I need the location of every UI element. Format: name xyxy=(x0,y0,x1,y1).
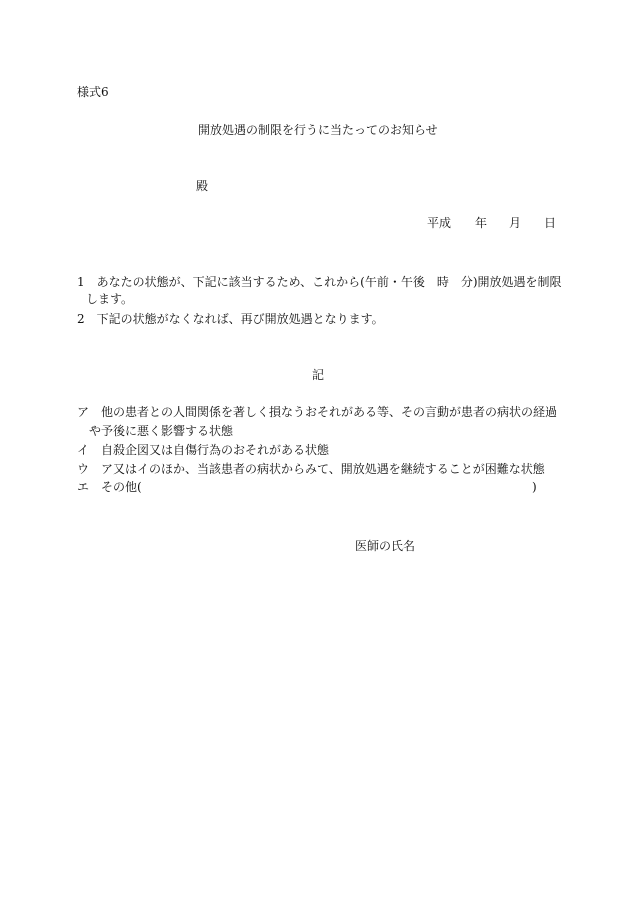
condition-item: エ その他( xyxy=(77,480,142,494)
document-title: 開放処遇の制限を行うに当たってのお知らせ xyxy=(198,123,438,137)
date-day: 日 xyxy=(544,216,557,230)
notice-item-continuation: します。 xyxy=(86,292,134,306)
ki-heading: 記 xyxy=(312,368,325,382)
condition-item-continuation: や予後に悪く影響する状態 xyxy=(89,424,234,438)
condition-item: イ 自殺企図又は自傷行為のおそれがある状態 xyxy=(77,443,330,457)
condition-item: ア 他の患者との人間関係を著しく損なうおそれがある等、その言動が患者の病状の経過 xyxy=(77,405,558,419)
date-month: 月 xyxy=(509,216,522,230)
condition-close-paren: ) xyxy=(532,480,537,494)
date-year: 年 xyxy=(475,216,488,230)
notice-item: 2 下記の状態がなくなれば、再び開放処遇となります。 xyxy=(77,312,384,326)
addressee-suffix: 殿 xyxy=(196,179,209,193)
date-era: 平成 xyxy=(427,216,452,230)
form-number: 様式6 xyxy=(77,85,109,99)
doctor-name-label: 医師の氏名 xyxy=(355,539,416,553)
notice-item: 1 あなたの状態が、下記に該当するため、これから(午前・午後 時 分)開放処遇を制限 xyxy=(77,275,562,289)
condition-item: ウ ア又はイのほか、当該患者の病状からみて、開放処遇を継続することが困難な状態 xyxy=(77,462,545,476)
